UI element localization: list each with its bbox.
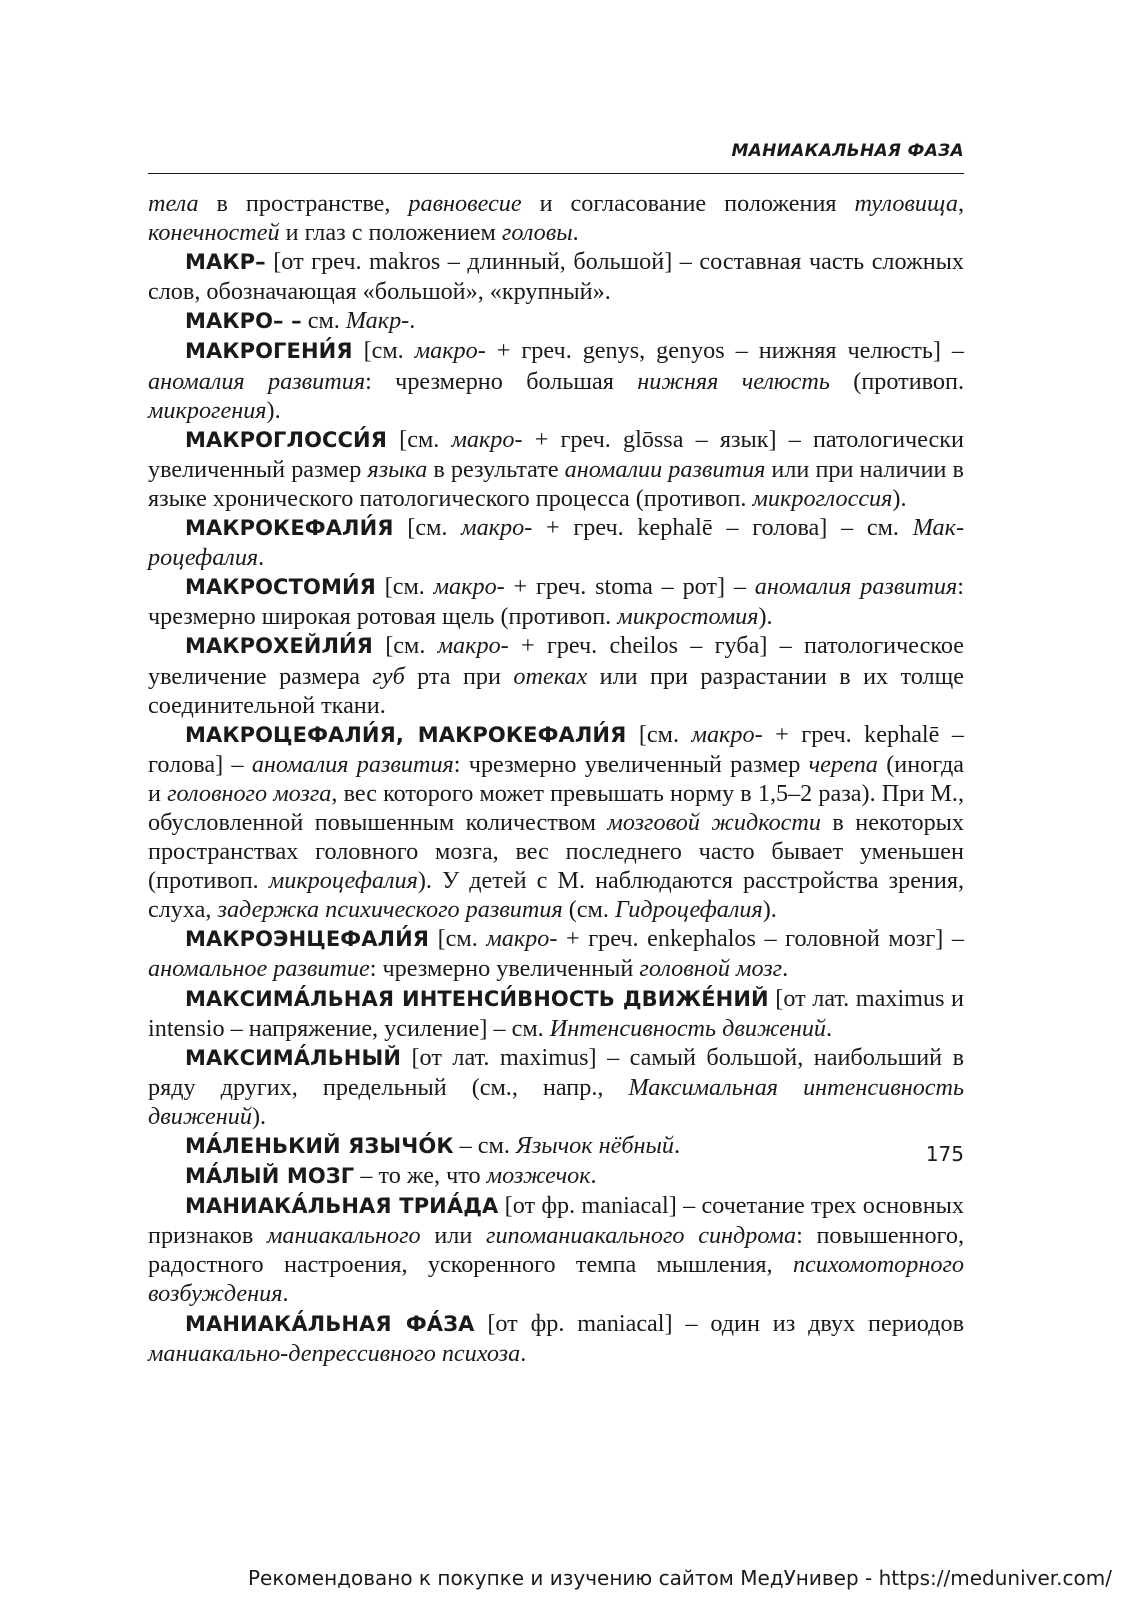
entry-text: + греч. genys, genyos – нижняя челюсть] – — [485, 337, 964, 365]
entry-italic-term: Интенсивность движений — [549, 1014, 827, 1042]
entry-text: в пространстве, — [198, 190, 409, 217]
entry-headword: МАКРОГЛОССИ́Я — [185, 427, 388, 452]
entry-text: или — [420, 1222, 487, 1250]
entry-text: [от фр. maniacal] – сочетание трех основных признаков — [148, 1192, 964, 1250]
entry-text: ). У детей с М. наблюдаются расстройства зрения, слуха, — [148, 867, 964, 924]
entry-text: + греч. glōssa – язык] – патологически увеличенный размер — [148, 425, 964, 483]
entry-text: . — [572, 219, 579, 247]
entry-text: . — [590, 1162, 597, 1190]
entry-text: ). — [251, 1102, 267, 1130]
entry-italic-term: туловища — [854, 190, 958, 217]
entry-headword: МАНИАКА́ЛЬНАЯ ТРИА́ДА — [185, 1194, 499, 1219]
entry-italic-term: мозговой жидкости — [607, 808, 821, 836]
entry-text: : чрезмерно широкая ротовая щель (противоп. — [148, 573, 964, 631]
entry-italic-term: равновесие — [408, 190, 522, 217]
entry-italic-term: Макроцефалия — [148, 514, 964, 572]
entry-text: [от лат. maximus и intensio – напряжение, усиление] – см. — [148, 984, 964, 1042]
entry-text: . — [520, 1339, 527, 1367]
dictionary-entry — [148, 631, 964, 719]
entry-italic-term: аномалия развития — [148, 367, 366, 395]
entry-text: ). — [758, 603, 773, 631]
entry-headword: МАКСИМА́ЛЬНАЯ ИНТЕНСИ́ВНОСТЬ ДВИЖЕ́НИЙ — [185, 986, 769, 1011]
entry-text: [см. — [352, 337, 415, 365]
entry-text: рта при — [404, 662, 514, 690]
running-title: МАНИАКАЛЬНАЯ ФАЗА — [731, 141, 964, 161]
entry-text: ). — [892, 484, 907, 512]
entry-text: [см. — [375, 573, 434, 601]
dictionary-entry — [148, 1191, 964, 1308]
entry-italic-term: аномалия развития — [754, 573, 958, 601]
dictionary-entry — [148, 306, 964, 336]
entry-italic-term: микроглоссия — [752, 484, 893, 512]
entry-text: + греч. enkephalos – головной мозг] – — [557, 925, 964, 953]
dictionary-entry — [148, 1161, 964, 1191]
entry-italic-term: Язычок нёбный — [515, 1132, 675, 1159]
entry-text: + греч. kephalē – голова] – см. — [532, 514, 913, 542]
dictionary-entry — [148, 247, 964, 306]
entry-headword: МА́ЛЫЙ МОЗГ — [185, 1164, 355, 1189]
entry-italic-term: микростомия — [617, 603, 759, 631]
entry-text: [от лат. maximus] – самый большой, наибольший в ряду других, предельный (см., напр., — [148, 1043, 964, 1101]
entry-headword: МАКРОХЕЙЛИ́Я — [185, 634, 373, 659]
dictionary-entry — [148, 572, 964, 631]
entry-text: , вес которого может превышать норму в 1,5–2 раза). При М., обусловленной повышенным количеством — [148, 779, 964, 836]
entry-text: или при разрастании в их толще соединительной ткани. — [148, 662, 964, 719]
entry-headword: МАКР– — [185, 250, 266, 275]
entry-text: + греч. cheilos – губа] – патологическое увеличение размера — [148, 632, 964, 690]
entry-italic-term: макро- — [451, 425, 523, 453]
entry-italic-term: макро- — [433, 573, 505, 601]
entry-italic-term: Гидроцефалия — [614, 896, 763, 924]
entry-italic-term: черепа — [808, 750, 878, 778]
entry-headword: МАКРОГЕНИ́Я — [185, 339, 353, 364]
entry-text: : чрезмерно увеличенный размер — [453, 750, 809, 778]
entry-headword: МАКСИМА́ЛЬНЫЙ — [185, 1045, 402, 1070]
entry-italic-term: Максимальная интенсивность движений — [148, 1073, 965, 1130]
entry-text: . — [409, 307, 416, 335]
entry-headword: МАКРОСТОМИ́Я — [185, 575, 376, 600]
entry-text: см. — [301, 307, 346, 335]
entry-text: [от фр. maniacal] – один из двух периодов — [474, 1309, 964, 1337]
dictionary-entry — [148, 1309, 964, 1368]
entry-italic-term: Макр- — [345, 307, 410, 335]
entry-italic-term: аномалия развития — [251, 750, 454, 778]
entry-headword: МАКРОКЕФАЛИ́Я — [185, 516, 394, 541]
entry-headword: МА́ЛЕНЬКИЙ ЯЗЫЧО́К — [185, 1134, 454, 1158]
dictionary-entry — [148, 513, 964, 572]
entry-text: [см. — [429, 925, 487, 953]
dictionary-entry — [148, 924, 964, 983]
entry-text: в некоторых пространствах головного мозга, вес последнего часто бывает уменьшен (противоп. — [148, 808, 965, 895]
entry-text: . — [826, 1014, 833, 1042]
entry-italic-term: макро- — [437, 632, 509, 660]
entry-italic-term: макро- — [461, 514, 533, 542]
entry-text: [от греч. makros – длинный, большой] – составная часть сложных слов, обозначающая «большой», «крупный». — [148, 248, 964, 306]
entry-headword: МАКРОЭНЦЕФАЛИ́Я — [185, 927, 430, 952]
entry-text: – см. — [453, 1132, 516, 1159]
dictionary-entry — [148, 425, 964, 513]
entry-italic-term: аномальное развитие — [148, 955, 370, 983]
entry-text: – то же, что — [354, 1162, 487, 1190]
entry-text: : чрезмерно большая — [365, 367, 638, 395]
entry-text: (см. — [562, 896, 615, 924]
header-rule — [148, 173, 964, 174]
entry-text: : чрезмерно увеличенный — [369, 955, 640, 983]
entry-italic-term: макро- — [414, 337, 486, 365]
entry-text: , — [957, 190, 965, 217]
entry-text: . — [282, 1280, 289, 1308]
entry-italic-term: задержка психического развития — [217, 896, 563, 924]
entry-italic-term: губ — [372, 662, 405, 690]
entry-italic-term: аномалии развития — [564, 455, 766, 483]
entry-italic-term: конечностей — [148, 219, 280, 247]
dictionary-entry — [148, 720, 964, 925]
entry-italic-term: маниакального — [266, 1222, 421, 1250]
entry-text: . — [674, 1132, 681, 1159]
entry-text: в результате — [427, 455, 565, 483]
entry-text: [см. — [387, 425, 452, 453]
dictionary-entry — [148, 336, 964, 424]
entry-text: и глаз с положением — [279, 219, 502, 247]
entry-italic-term: головы — [501, 219, 573, 247]
entry-text: или при наличии в языке хронического патологического процесса (противоп. — [148, 455, 964, 512]
entry-text: [см. — [393, 514, 462, 542]
entry-italic-term: нижняя челюсть — [637, 367, 830, 395]
entry-italic-term: психомоторного возбуждения — [148, 1251, 964, 1308]
dictionary-text — [148, 189, 964, 1368]
entry-continuation — [148, 189, 964, 247]
entry-text: : повышенного, радостного настроения, ускоренного темпа мышления, — [148, 1222, 965, 1279]
dictionary-entry — [148, 1043, 964, 1131]
page-number: 175 — [925, 1142, 964, 1166]
entry-text: (противоп. — [829, 367, 964, 395]
entry-text: (иногда и — [148, 750, 964, 807]
dictionary-entry — [148, 1131, 964, 1161]
footer-link-text[interactable]: Рекомендовано к покупке и изучению сайтом МедУнивер - https://meduniver.com/ — [248, 1566, 1112, 1590]
dictionary-entry — [148, 984, 964, 1043]
entry-italic-term: микроцефалия — [268, 867, 418, 895]
entry-text: [см. — [626, 720, 692, 748]
entry-headword: МАКРО– – — [185, 309, 302, 334]
entry-text: . — [782, 955, 789, 983]
entry-italic-term: тела — [148, 190, 199, 217]
entry-italic-term: языка — [367, 455, 428, 483]
entry-italic-term: макро- — [486, 925, 558, 953]
entry-italic-term: гипоманиакального синдрома — [486, 1222, 797, 1250]
entry-text: [см. — [372, 632, 438, 660]
entry-text: + греч. kephalē – голова] – — [148, 720, 964, 778]
entry-headword: МАНИАКА́ЛЬНАЯ ФА́ЗА — [185, 1311, 475, 1336]
entry-text: + греч. stoma – рот] – — [504, 573, 755, 601]
entry-italic-term: макро- — [691, 720, 763, 748]
entry-italic-term: головной мозг — [639, 955, 783, 983]
entry-text: ). — [266, 396, 281, 424]
entry-headword: МАКРОЦЕФАЛИ́Я, МАКРОКЕФАЛИ́Я — [185, 722, 627, 747]
entry-italic-term: маниакально-депрессивного психоза — [148, 1339, 521, 1367]
entry-text: и согласование положения — [521, 190, 855, 217]
entry-italic-term: головного мозга — [167, 779, 332, 807]
entry-text: . — [258, 544, 265, 572]
entry-italic-term: микрогения — [148, 396, 267, 424]
entry-italic-term: мозжечок — [486, 1162, 591, 1190]
entry-italic-term: отеках — [513, 662, 588, 690]
entry-text: ). — [762, 896, 777, 924]
